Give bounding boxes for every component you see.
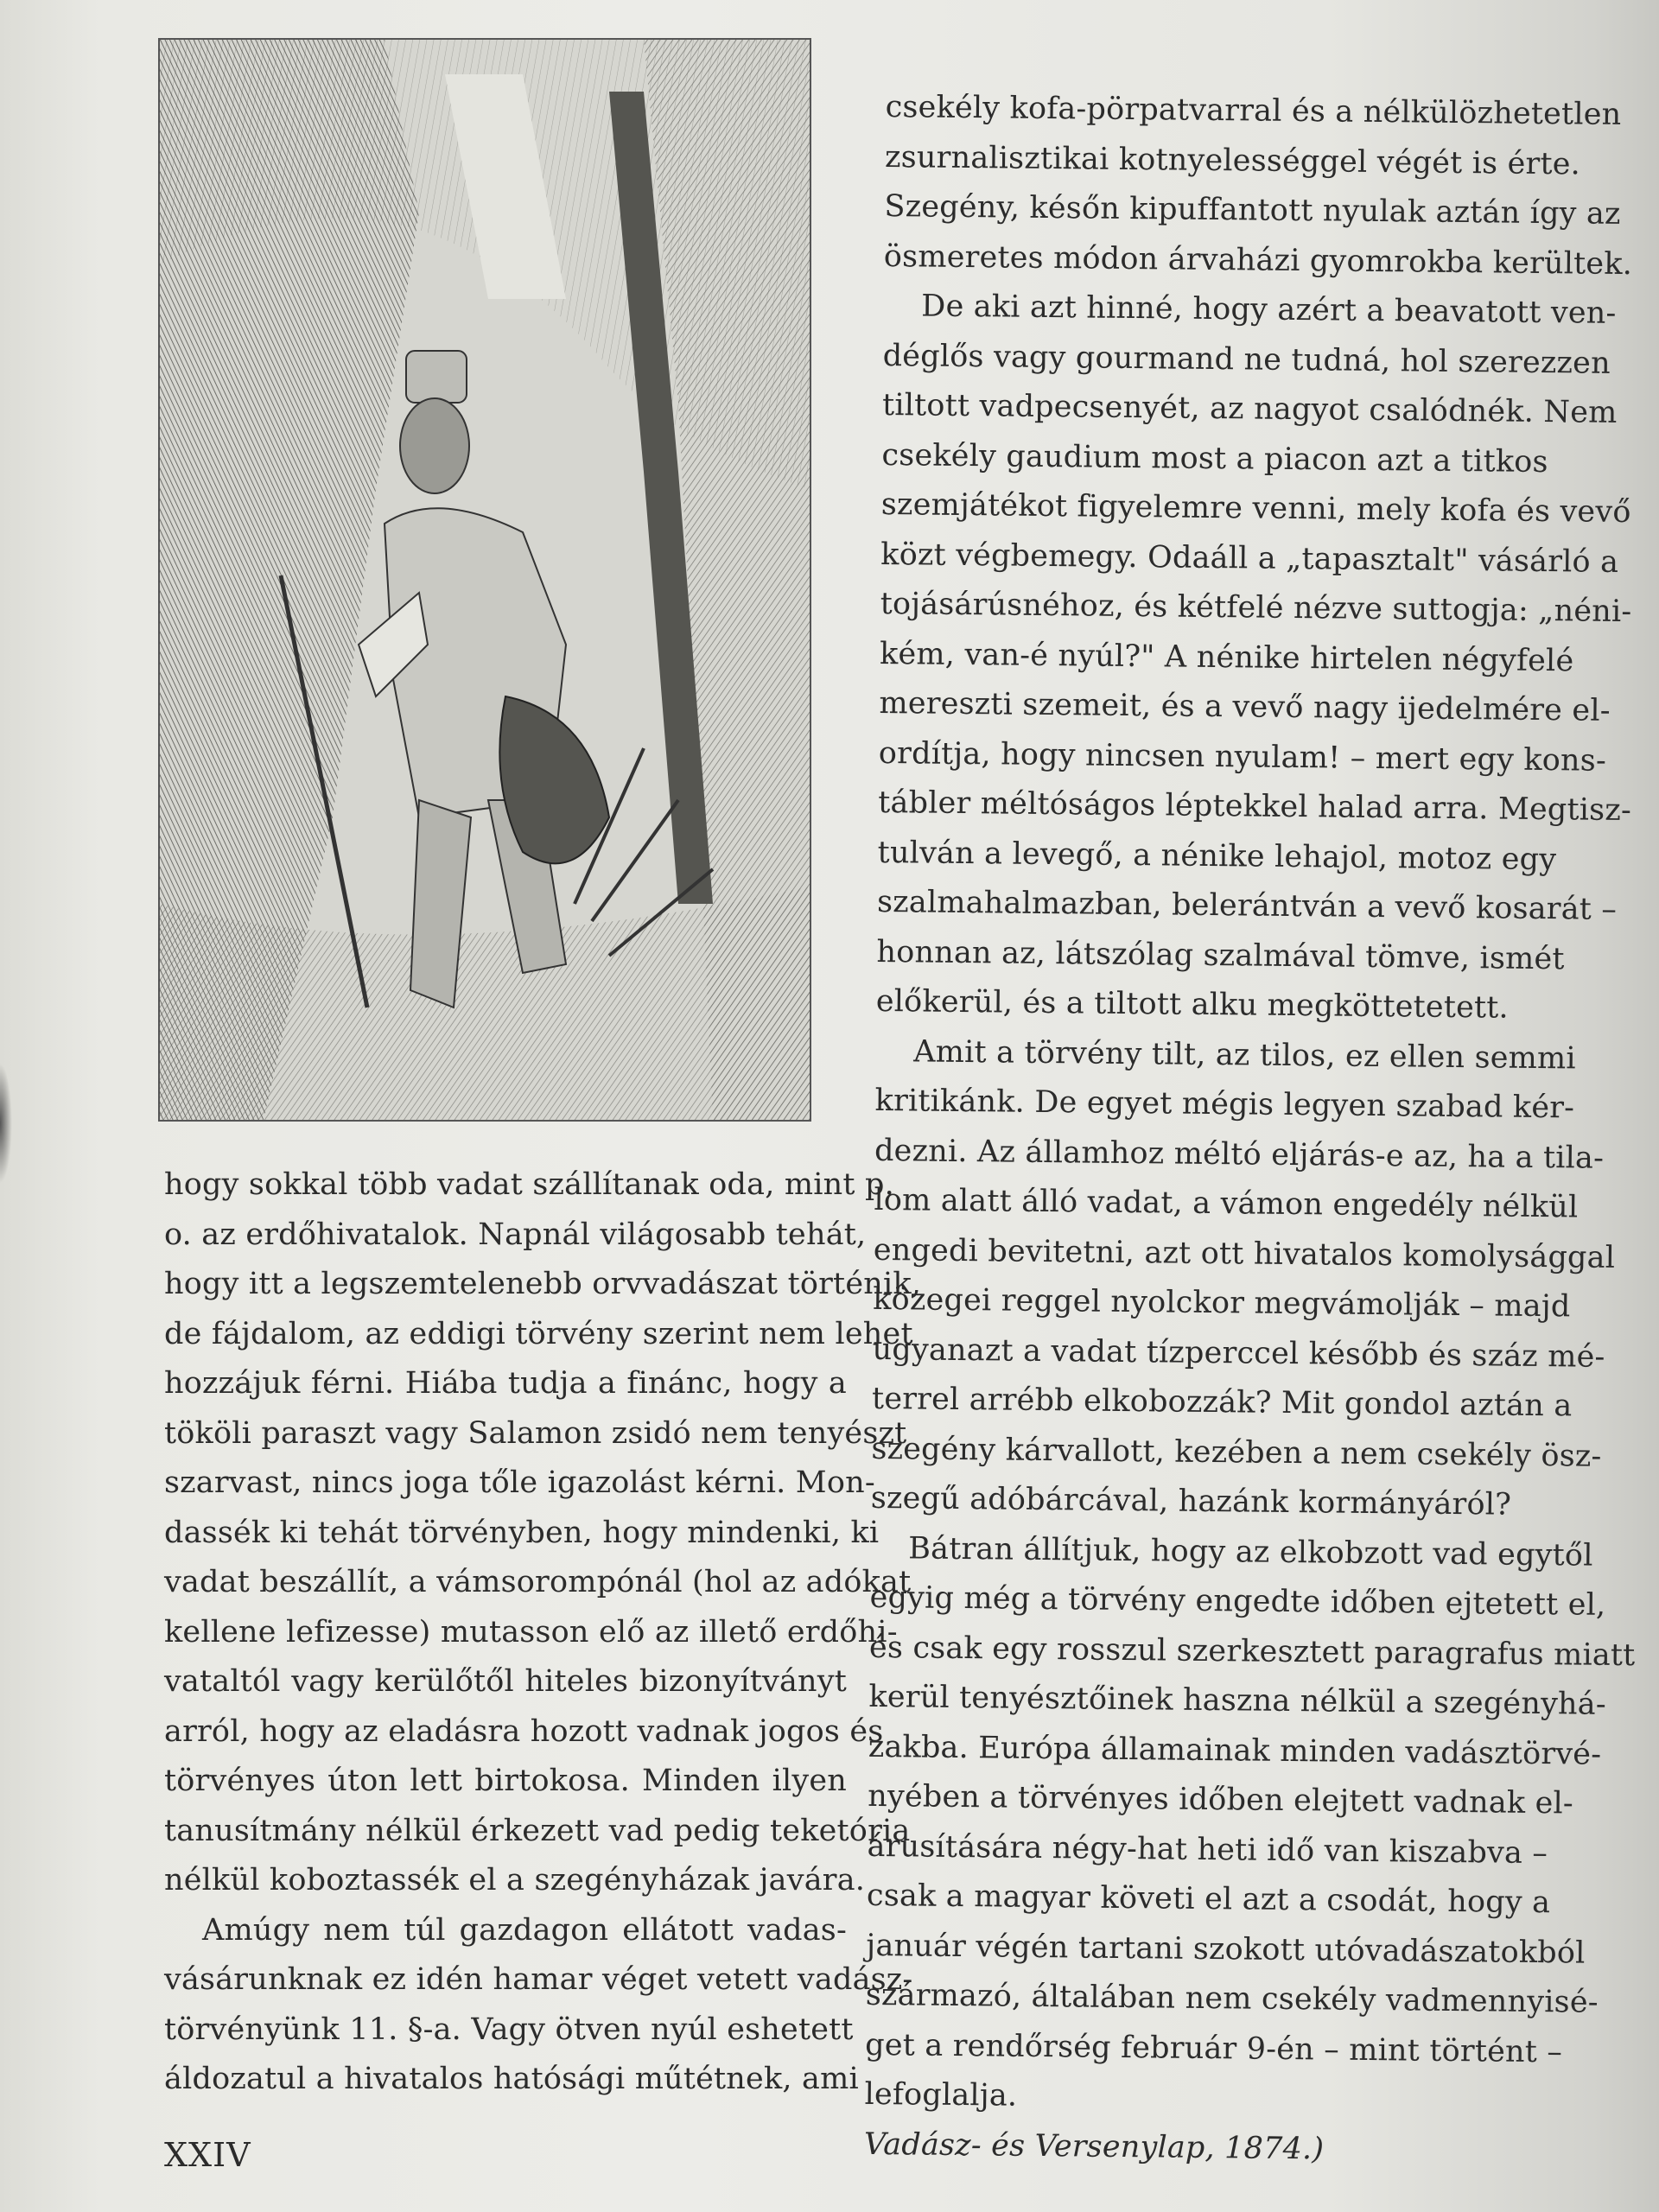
text-line: lefoglalja. bbox=[864, 2076, 1018, 2113]
text-line: get a rendőrség február 9-én – mint történt – bbox=[865, 2027, 1563, 2069]
text-line: közt végbemegy. Odaáll a „tapasztalt" vásárló a bbox=[880, 537, 1619, 580]
text-line: csekély kofa-pörpatvarral és a nélkülözhetetlen bbox=[885, 89, 1622, 132]
text-line: csekély gaudium most a piacon azt a titkos bbox=[881, 437, 1548, 480]
text-line: nélkül koboztassék el a szegényházak javára. bbox=[164, 1863, 866, 1897]
text-line: kerül tenyésztőinek haszna nélkül a szegényhá- bbox=[868, 1679, 1607, 1722]
text-line: déglős vagy gourmand ne tudná, hol szerezzen bbox=[882, 338, 1611, 381]
text-line: Amúgy nem túl gazdagon ellátott vadas- bbox=[202, 1912, 847, 1948]
text-line: Amit a törvény tilt, az tilos, ez ellen semmi bbox=[913, 1033, 1577, 1076]
text-line: kritikánk. De egyet mégis legyen szabad kér- bbox=[874, 1083, 1575, 1126]
text-line: csak a magyar követi el azt a csodát, hogy a bbox=[866, 1878, 1551, 1921]
text-line: egyig még a törvény engedte időben ejtetett el, bbox=[869, 1580, 1606, 1623]
text-line: hogy sokkal több vadat szállítanak oda, mint p. bbox=[164, 1167, 894, 1202]
text-line: De aki azt hinné, hogy azért a beavatott ven- bbox=[921, 289, 1617, 331]
text-line: vásárunknak ez idén hamar véget vetett vadász- bbox=[164, 1962, 913, 1997]
text-line: vataltól vagy kerülőtől hiteles bizonyítványt bbox=[164, 1664, 847, 1699]
text-line: szegény kárvallott, kezében a nem csekély ösz- bbox=[871, 1431, 1602, 1474]
text-line: szemjátékot figyelemre venni, mely kofa és vevő bbox=[880, 486, 1631, 531]
text-line: közegei reggel nyolckor megvámolják – majd bbox=[873, 1281, 1571, 1325]
text-line: tojásárúsnéhoz, és kétfelé nézve suttogja: „néni- bbox=[880, 586, 1632, 630]
text-line: dassék ki tehát törvényben, hogy mindenki, ki bbox=[164, 1515, 880, 1550]
text-line: ordítja, hogy nincsen nyulam! – mert egy kons- bbox=[878, 735, 1607, 779]
hunter-engraving-image bbox=[160, 40, 810, 1120]
text-line: kellene lefizesse) mutasson elő az illető erdőhi- bbox=[164, 1614, 898, 1649]
text-line: honnan az, látszólag szalmával tömve, ismét bbox=[876, 934, 1565, 976]
source-citation: Vadász- és Versenylap, 1874.) bbox=[863, 2126, 1325, 2166]
text-line: zsurnalisztikai kotnyelességgel végét is érte. bbox=[884, 139, 1581, 181]
text-line: arról, hogy az eladásra hozott vadnak jogos és bbox=[164, 1713, 884, 1749]
text-line: szarvast, nincs joga tőle igazolást kérni. Mon- bbox=[164, 1465, 875, 1500]
text-line: vadat beszállít, a vámsorompónál (hol az adókat bbox=[164, 1565, 912, 1599]
text-line: január végén tartani szokott utóvadászatokból bbox=[866, 1928, 1586, 1971]
text-line: hozzájuk férni. Hiába tudja a finánc, hogy a bbox=[164, 1366, 847, 1401]
text-line: és csak egy rosszul szerkesztett paragrafus miatt bbox=[868, 1630, 1636, 1673]
page-number: XXIV bbox=[164, 2136, 251, 2174]
text-line: kém, van-é nyúl?" A nénike hirtelen négyfelé bbox=[879, 636, 1574, 678]
text-line: áldozatul a hivatalos hatósági műtétnek, ami bbox=[164, 2062, 859, 2096]
text-line: tanusítmány nélkül érkezett vad pedig teketória bbox=[164, 1813, 911, 1848]
text-line: árusítására négy-hat heti idő van kiszabva – bbox=[867, 1828, 1548, 1871]
text-line: mereszti szemeit, és a vevő nagy ijedelmére el- bbox=[879, 685, 1611, 728]
text-line: ugyanazt a vadat tízperccel később és száz mé- bbox=[872, 1332, 1605, 1375]
text-line: nyében a törvényes időben elejtett vadnak el- bbox=[868, 1778, 1574, 1821]
text-line: szalmahalmazban, belerántván a vevő kosarát – bbox=[876, 884, 1618, 927]
text-line: o. az erdőhivatalok. Napnál világosabb tehát, bbox=[164, 1217, 867, 1252]
text-line: dezni. Az államhoz méltó eljárás-e az, ha a tila- bbox=[874, 1133, 1605, 1176]
text-line: lom alatt álló vadat, a vámon engedély nélkül bbox=[874, 1182, 1579, 1225]
text-line: ösmeretes módon árvaházi gyomrokba kerültek. bbox=[883, 238, 1633, 282]
text-line: szegű adóbárcával, hazánk kormányáról? bbox=[870, 1480, 1512, 1522]
text-line: zakba. Európa államainak minden vadásztörvé- bbox=[868, 1729, 1602, 1772]
text-line: származó, általában nem csekély vadmennyisé- bbox=[865, 1977, 1599, 2020]
text-line: tiltott vadpecsenyét, az nagyot csalódnék. Nem bbox=[881, 387, 1618, 430]
page-edge-shadow bbox=[0, 1063, 12, 1184]
text-line: törvényes úton lett birtokosa. Minden ilyen bbox=[164, 1764, 847, 1798]
text-line: de fájdalom, az eddigi törvény szerint nem lehet bbox=[164, 1316, 913, 1351]
text-line: tulván a levegő, a nénike lehajol, motoz egy bbox=[877, 835, 1557, 877]
text-line: terrel arrébb elkobozzák? Mit gondol aztán a bbox=[871, 1381, 1573, 1424]
text-line: tököli paraszt vagy Salamon zsidó nem tenyészt bbox=[164, 1415, 907, 1451]
text-line: tábler méltóságos léptekkel halad arra. Megtisz- bbox=[878, 785, 1632, 829]
engraving-illustration bbox=[158, 38, 811, 1122]
text-line: engedi bevitetni, azt ott hivatalos komolysággal bbox=[873, 1232, 1616, 1275]
text-line: törvényünk 11. §-a. Vagy ötven nyúl eshetett bbox=[164, 2012, 854, 2047]
text-line: előkerül, és a tiltott alku megköttetetett. bbox=[875, 983, 1510, 1026]
text-line: Szegény, későn kipuffantott nyulak aztán így az bbox=[884, 188, 1621, 232]
text-line: Bátran állítjuk, hogy az elkobzott vad egytől bbox=[908, 1530, 1593, 1573]
right-text-column bbox=[863, 83, 1636, 2177]
left-text-column bbox=[164, 1160, 922, 2105]
text-line: hogy itt a legszemtelenebb orvvadászat történik, bbox=[164, 1267, 922, 1301]
